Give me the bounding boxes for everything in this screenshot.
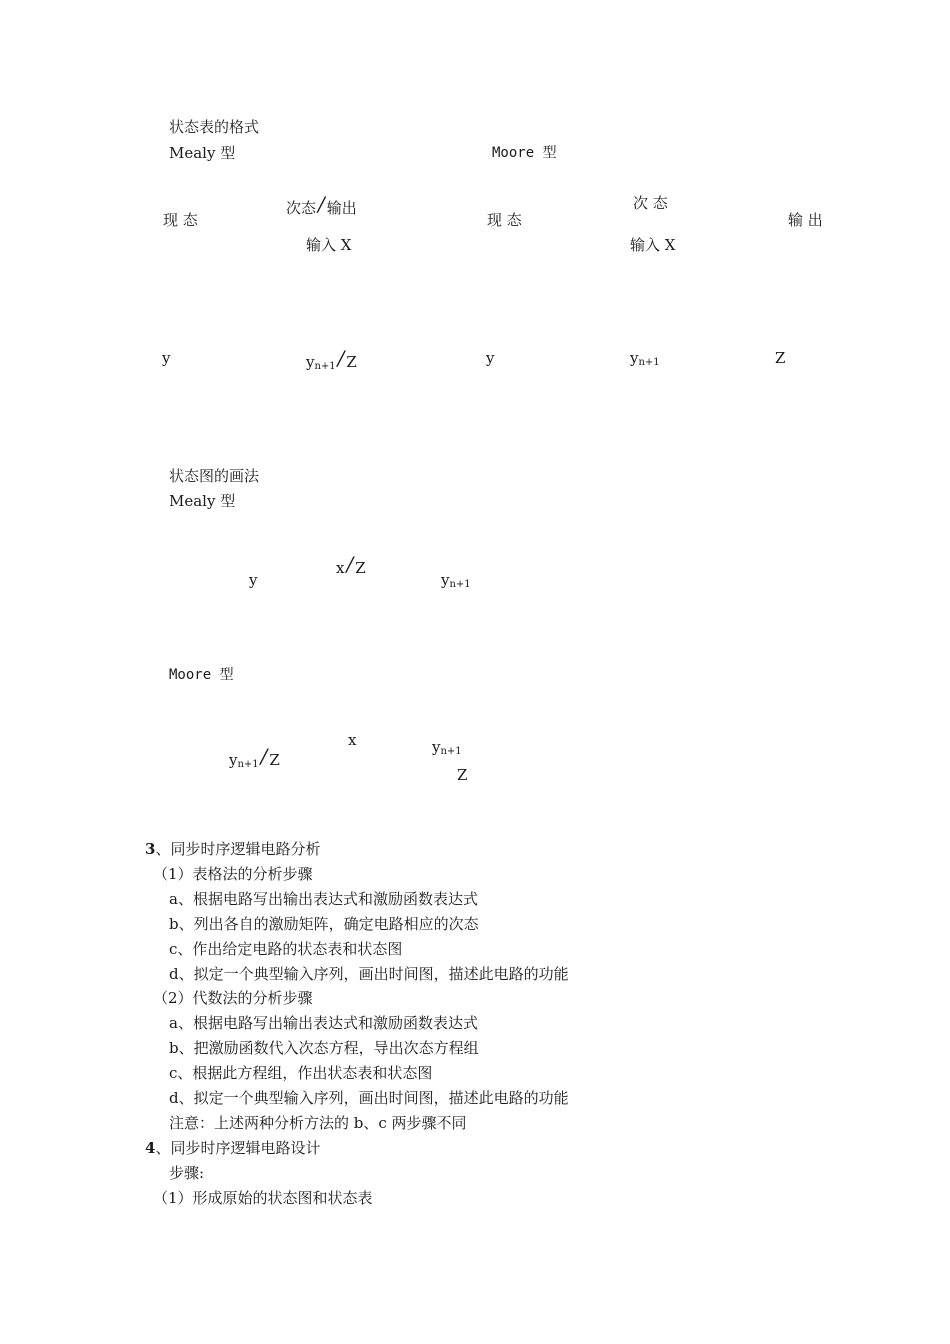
mealy-diagram-state-to [441,573,471,590]
mealy-edge-slash: / [346,552,354,576]
list-item: a、根据电路写出输出表达式和激励函数表达式 [169,1014,478,1032]
state-table-heading: 状态表的格式 [169,118,260,136]
section3-heading [145,842,320,857]
moore-state-from-slash: / [260,744,268,768]
state-diagram-moore-label: Moore 型 [169,667,234,683]
moore-row-next [630,351,660,368]
mealy-state-to-base: y [441,571,450,589]
mealy-input-header: 输入 X [306,236,352,254]
moore-row-present: y [486,349,495,367]
list-item: d、拟定一个典型输入序列，画出时间图，描述此电路的功能 [169,1089,569,1107]
moore-col-next: 次 态 [633,194,668,212]
moore-diagram-state-to-z: Z [457,766,468,784]
moore-state-to-base: y [432,738,441,756]
mealy-col-present: 现 态 [163,211,198,229]
moore-row-next-base: y [630,349,639,367]
mealy-row-slash: / [337,346,345,370]
moore-col-present: 现 态 [487,211,522,229]
mealy-diagram-edge-label [336,552,366,577]
mealy-col-next: 次态 [286,199,317,217]
state-diagram-mealy-label: Mealy 型 [169,492,236,510]
state-diagram-heading: 状态图的画法 [169,467,260,485]
mealy-edge-z: Z [355,559,366,577]
mealy-diagram-state-from: y [249,571,258,589]
section4-heading [145,1141,320,1156]
moore-row-output: Z [775,349,786,367]
moore-diagram-state-from [229,744,280,770]
mealy-state-to-sub: n+1 [449,579,471,590]
section3-sub2-title: （2）代数法的分析步骤 [153,989,313,1007]
list-item: a、根据电路写出输出表达式和激励函数表达式 [169,890,478,908]
mealy-edge-x: x [336,559,345,577]
moore-diagram-state-to [432,740,462,757]
mealy-row-next: y [306,353,315,371]
moore-state-from-z: Z [269,751,280,769]
list-item: b、把激励函数代入次态方程，导出次态方程组 [169,1039,479,1057]
state-table-moore-label: Moore 型 [492,145,557,161]
list-item: b、列出各自的激励矩阵，确定电路相应的次态 [169,915,479,933]
section3-number: 3 [145,840,156,858]
mealy-row-next-output [306,346,357,372]
section3-title: 、同步时序逻辑电路分析 [155,840,321,858]
mealy-row-output: Z [346,353,357,371]
moore-input-header: 输入 X [630,236,676,254]
section3-sub1-title: （1）表格法的分析步骤 [153,865,313,883]
moore-row-next-sub: n+1 [638,357,660,368]
state-table-mealy-label: Mealy 型 [169,144,236,162]
mealy-col-output: 输出 [326,199,357,217]
mealy-row-present: y [162,349,171,367]
section4-title: 、同步时序逻辑电路设计 [155,1139,321,1157]
list-item: d、拟定一个典型输入序列，画出时间图，描述此电路的功能 [169,965,569,983]
section3-note: 注意：上述两种分析方法的 b、c 两步骤不同 [169,1114,467,1132]
list-item: c、作出给定电路的状态表和状态图 [169,940,403,958]
mealy-col-next-output [286,192,357,217]
list-item: c、根据此方程组，作出状态表和状态图 [169,1064,433,1082]
moore-diagram-edge-x: x [348,731,357,749]
mealy-row-next-sub: n+1 [314,361,336,372]
moore-col-output: 输 出 [788,211,823,229]
section4-number: 4 [145,1139,156,1157]
section4-steps-label: 步骤: [169,1164,205,1182]
mealy-col-slash: / [318,192,325,216]
moore-state-from-sub: n+1 [237,759,259,770]
moore-state-to-sub: n+1 [440,746,462,757]
moore-state-from-base: y [229,751,238,769]
section4-step1: （1）形成原始的状态图和状态表 [153,1189,373,1207]
